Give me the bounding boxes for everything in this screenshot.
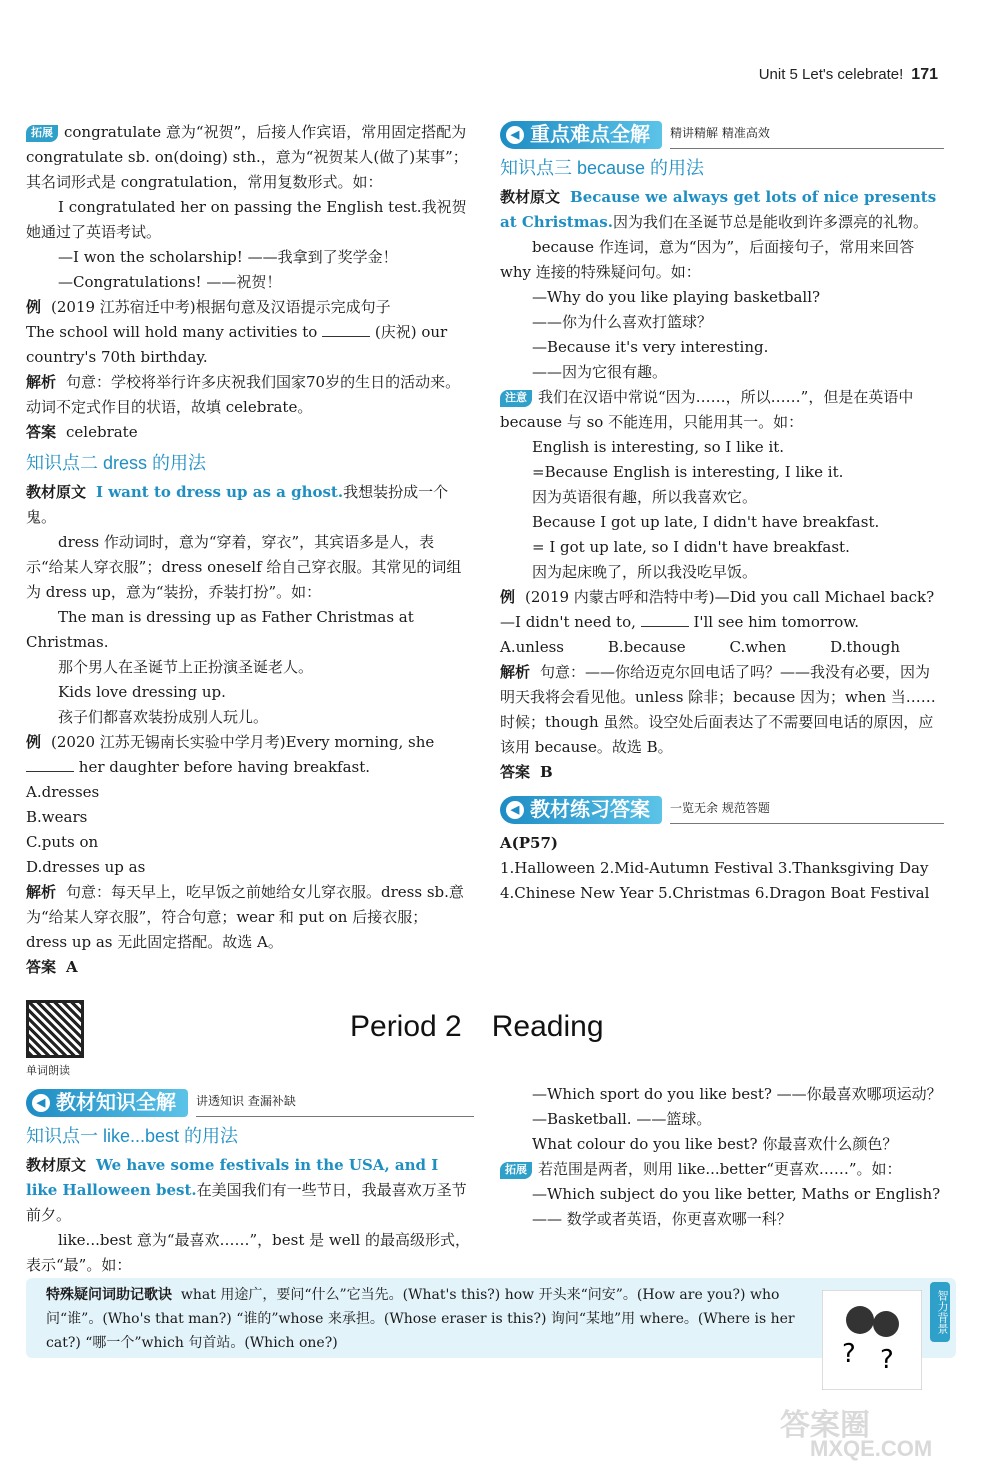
congratulate-explanation: congratulate 意为“祝贺”，后接人作宾语，常用固定搭配为congratulate sb. on(doing) sth.，意为“祝贺某人(做了)某事”；其名词形式是 congratulation，常用复数形式。如： [26, 123, 468, 191]
section-banner [500, 120, 944, 150]
example-sentence: English is interesting, so I like it. [532, 438, 785, 456]
option: C.when [729, 638, 787, 656]
example-sentence: The man is dressing up as Father Christmas at Christmas. [26, 608, 414, 651]
banner-title: 重点难点全解 [530, 124, 650, 146]
banner-subtitle: 精讲精解 精准高效 [670, 121, 944, 149]
period-number: Period 2 [350, 1010, 462, 1043]
example-sentence: What colour do you like best? 你最喜欢什么颜色？ [532, 1135, 898, 1153]
analysis-label: 解析 [500, 664, 531, 681]
bottom-left-column [26, 1084, 474, 1278]
qr-label: 单词朗读 [26, 1065, 70, 1077]
unit-title: Unit 5 Let's celebrate! [758, 66, 904, 83]
period-name: Reading [491, 1010, 604, 1043]
textbook-original-label: 教材原文 [500, 189, 561, 206]
knowledge-point-heading: 知识点二 dress 的用法 [26, 453, 207, 473]
example-sentence: Kids love dressing up. [58, 683, 226, 701]
speaker-icon: ◀ [32, 1094, 50, 1112]
example-sentence: —Because it's very interesting. [532, 338, 769, 356]
bottom-right-column [500, 1082, 944, 1232]
question-text: I'll see him tomorrow. [693, 613, 860, 631]
answer-text: celebrate [66, 423, 138, 441]
example-sentence: —I won the scholarship! ——我拿到了奖学金！ [58, 248, 398, 266]
answers-line: 1.Halloween 2.Mid-Autumn Festival 3.Thanksgiving Day [500, 859, 929, 877]
option: A.dresses [26, 783, 100, 801]
child-head [873, 1311, 899, 1337]
answer-label: 答案 [26, 424, 57, 441]
section-banner [26, 1088, 474, 1118]
analysis-text: 句意：学校将举行许多庆祝我们国家70岁的生日的活动来。动词不定式作目的状语，故填 celebrate。 [26, 373, 461, 416]
speaker-icon: ◀ [506, 801, 524, 819]
original-translation: 因为我们在圣诞节总是能收到许多漂亮的礼物。 [612, 213, 928, 231]
note-tag: 注意 [500, 390, 532, 407]
knowledge-point-heading: 知识点三 because 的用法 [500, 158, 705, 178]
page-header [759, 66, 938, 84]
children-illustration [822, 1290, 922, 1390]
option: D.though [830, 638, 900, 656]
textbook-original-label: 教材原文 [26, 484, 87, 501]
textbook-original-label: 教材原文 [26, 1157, 87, 1174]
analysis-text: 句意：——你给迈克尔回电话了吗？——我没有必要，因为明天我将会看见他。unless 除非；because 因为；when 当……时候；though 虽然。设空处后面表达了不需要回电话的原因，应该用 because。故选 B。 [500, 663, 936, 756]
example-sentence: ——你为什么喜欢打篮球？ [532, 313, 713, 331]
like-best-explanation: like...best 意为“最喜欢……”，best 是 well 的最高级形式，表示“最”。如： [26, 1231, 470, 1274]
option: C.puts on [26, 833, 99, 851]
example-source: (2019 江苏宿迁中考)根据句意及汉语提示完成句子 [51, 298, 391, 316]
extension-text: 若范围是两者，则用 like...better“更喜欢……”。如： [538, 1160, 902, 1178]
analysis-label: 解析 [26, 374, 57, 391]
original-sentence: I want to dress up as a ghost. [96, 483, 344, 501]
qr-code[interactable] [26, 1000, 84, 1058]
example-sentence: —Why do you like playing basketball? [532, 288, 821, 306]
example-sentence: =Because English is interesting, I like it. [532, 463, 844, 481]
original-sentence: Because we always get lots of nice presents at Christmas. [500, 188, 937, 231]
example-sentence: —Which subject do you like better, Maths or English? [532, 1185, 941, 1203]
example-sentence: 孩子们都喜欢装扮成别人玩儿。 [58, 708, 269, 726]
answer-label: 答案 [26, 959, 57, 976]
example-label: 例 [26, 734, 42, 751]
banner-subtitle: 一览无余 规范答题 [670, 796, 944, 824]
analysis-label: 解析 [26, 884, 57, 901]
banner-title: 教材知识全解 [56, 1092, 176, 1114]
side-label: 智力背景 [930, 1282, 950, 1342]
answer-blank [641, 612, 689, 627]
question-text: (庆祝) our country's 70th birthday. [26, 323, 448, 366]
answer-text: A [66, 958, 78, 976]
question-text: —I didn't need to, [500, 613, 636, 631]
example-sentence: = I got up late, so I didn't have breakfast. [532, 538, 850, 556]
example-label: 例 [500, 589, 516, 606]
example-label: 例 [26, 299, 42, 316]
answer-blank [322, 322, 370, 337]
page-number: 171 [911, 66, 938, 83]
example-sentence: 那个男人在圣诞节上正扮演圣诞老人。 [58, 658, 314, 676]
answer-text: B [540, 763, 553, 781]
option: B.wears [26, 808, 88, 826]
question-text: The school will hold many activities to [26, 323, 318, 341]
example-sentence: ——因为它很有趣。 [532, 363, 668, 381]
section-banner [500, 795, 944, 825]
answer-label: 答案 [500, 764, 531, 781]
period-title [350, 1010, 604, 1044]
question-text: her daughter before having breakfast. [78, 758, 371, 776]
watermark-logo: 答案圈 [780, 1409, 870, 1442]
option: D.dresses up as [26, 858, 146, 876]
question-mark-icon: ? [842, 1339, 856, 1369]
memory-tip-text [46, 1282, 806, 1355]
option: B.because [607, 638, 686, 656]
extension-tag: 拓展 [26, 125, 58, 142]
speaker-icon: ◀ [506, 126, 524, 144]
answers-line: 4.Chinese New Year 5.Christmas 6.Dragon Boat Festival [500, 884, 930, 902]
watermark-url: MXQE.COM [810, 1436, 933, 1461]
analysis-text: 句意：每天早上，吃早饭之前她给女儿穿衣服。dress sb.意为“给某人穿衣服”，符合句意；wear 和 put on 后接衣服；dress up as 无此固定搭配。故选 A。 [26, 883, 464, 951]
dress-explanation: dress 作动词时，意为“穿着，穿衣”，其宾语多是人，表示“给某人穿衣服”；dress oneself 给自己穿衣服。其常见的词组为 dress up，意为“装扮，乔装打扮”。如： [26, 533, 462, 601]
example-source: (2019 内蒙古呼和浩特中考)—Did you call Michael back? [525, 588, 935, 606]
extension-tag: 拓展 [500, 1162, 532, 1179]
original-sentence: We have some festivals in the USA, and I like Halloween best. [26, 1156, 439, 1199]
question-mark-icon: ? [880, 1345, 894, 1375]
knowledge-point-heading: 知识点一 like...best 的用法 [26, 1126, 239, 1146]
answers-heading: A(P57) [500, 834, 558, 852]
original-translation: 在美国我们有一些节日，我最喜欢万圣节前夕。 [26, 1181, 467, 1224]
example-sentence: —Which sport do you like best? ——你最喜欢哪项运动？ [532, 1085, 942, 1103]
option: A.unless [500, 638, 564, 656]
tip-title: 特殊疑问词助记歌诀 [46, 1286, 172, 1302]
because-explanation: because 作连词，意为“因为”，后面接句子，常用来回答 why 连接的特殊疑问句。如： [500, 238, 915, 281]
tip-body: what 用途广，要问“什么”它当先。(What's this?) how 开头来“问安”。(How are you?) who 问“谁”。(Who's that man?) “谁的”whose 来承担。(Whose eraser is this?) 询问“某地”用 where。(Where is her cat?) “哪一个”which 句首站。(Which one?) [46, 1287, 795, 1351]
example-sentence: 因为英语很有趣，所以我喜欢它。 [532, 488, 758, 506]
banner-subtitle: 讲透知识 查漏补缺 [196, 1089, 474, 1117]
example-sentence: 因为起床晚了，所以我没吃早饭。 [532, 563, 758, 581]
right-column [500, 116, 944, 906]
example-sentence: —Congratulations! ——祝贺！ [58, 273, 282, 291]
original-translation: 我想装扮成一个鬼。 [26, 483, 449, 526]
note-text: 我们在汉语中常说“因为……，所以……”，但是在英语中 because 与 so 不能连用，只能用其一。如： [500, 388, 914, 431]
example-sentence: —Basketball. ——篮球。 [532, 1110, 712, 1128]
child-head [846, 1306, 874, 1334]
example-sentence: Because I got up late, I didn't have breakfast. [532, 513, 880, 531]
banner-title: 教材练习答案 [530, 799, 650, 821]
example-source: (2020 江苏无锡南长实验中学月考)Every morning, she [51, 733, 435, 751]
example-sentence: —— 数学或者英语，你更喜欢哪一科？ [532, 1210, 792, 1228]
example-sentence: I congratulated her on passing the English test.我祝贺她通过了英语考试。 [26, 198, 467, 241]
left-column [26, 120, 468, 980]
answer-blank [26, 757, 74, 772]
